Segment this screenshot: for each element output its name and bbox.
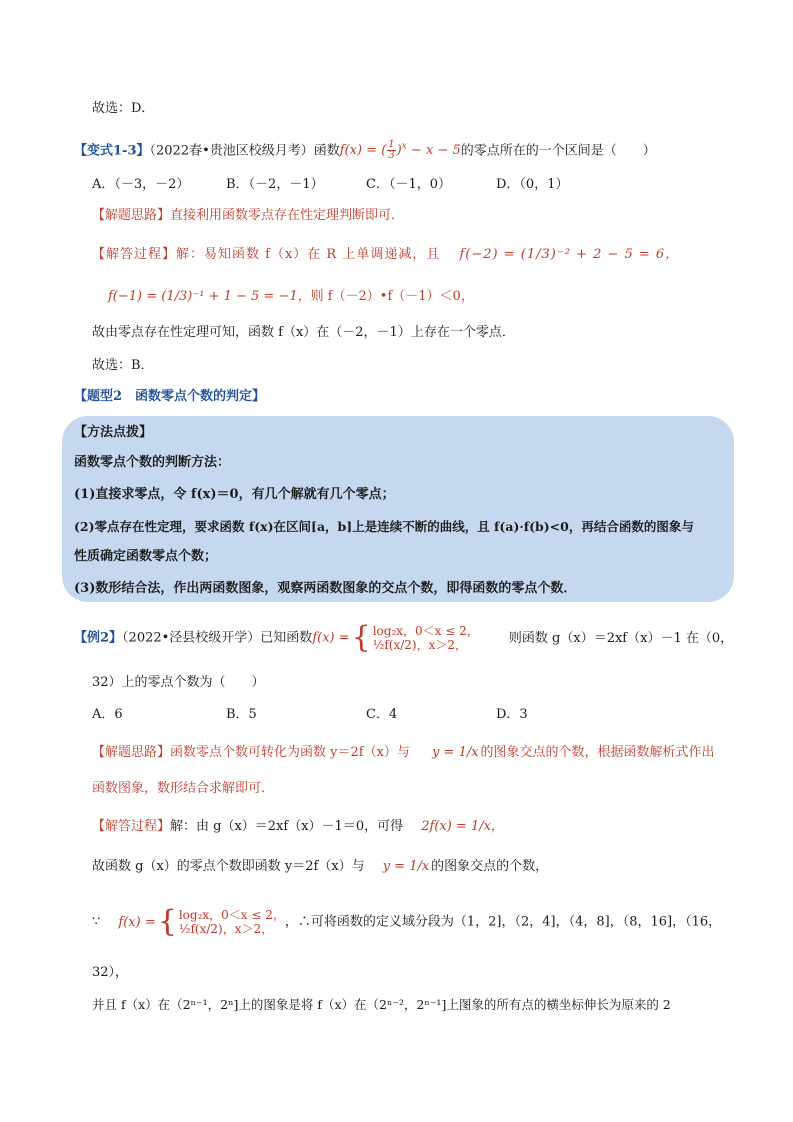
- example-2-stem-cont: 32）上的零点个数为（ ）: [92, 675, 265, 690]
- ex2-process-line-5: 并且 f（x）在（2ⁿ⁻¹，2ⁿ]上的图象是将 f（x）在（2ⁿ⁻²，2ⁿ⁻¹]上图象的所有点的横坐标伸长为原来的 2: [92, 997, 671, 1012]
- ex2-option-a: A．6: [92, 707, 123, 722]
- ex2-process-line-2: 故函数 g（x）的零点个数即函数 y＝2f（x）与 y = 1/x 的图象交点的个数，: [92, 859, 549, 874]
- ex2-process-tag: 【解答过程】: [92, 819, 171, 834]
- option-c: C．（－1，0）: [366, 177, 451, 192]
- f-minus-2-formula: f(−2) = (1/3)⁻² + 2 − 5 = 6，: [459, 247, 680, 262]
- ex2-option-d: D．3: [496, 707, 528, 722]
- ex2-idea-line-2: 函数图象，数形结合求解即可．: [92, 781, 275, 796]
- ex2-idea-line: 【解题思路】函数零点个数可转化为函数 y＝2f（x）与 y = 1/x 的图象交点的个数，根据函数解析式作出: [92, 745, 715, 760]
- idea-line: 【解题思路】直接利用函数零点存在性定理判断即可．: [92, 208, 405, 223]
- example-tag: 【例2】: [74, 630, 123, 646]
- option-a: A．（－3，－2）: [92, 177, 190, 192]
- topic-2-heading: 【题型2 函数零点个数的判定】: [74, 389, 266, 404]
- ex2-process-line-4: 32），: [92, 965, 129, 980]
- f-minus-1-formula: f(−1) = (1/3)⁻¹ + 1 − 5 = −1，: [108, 289, 311, 304]
- method-item-3: (3)数形结合法，作出两函数图象，观察两函数图象的交点个数，即得函数的零点个数．: [74, 581, 577, 596]
- ex2-process-line-1: 【解答过程】解：由 g（x）＝2xf（x）－1＝0，可得 2f(x) = 1/x，: [92, 819, 504, 834]
- process-line-2: f(−1) = (1/3)⁻¹ + 1 − 5 = −1，则 f（－2）•f（－1）＜0，: [108, 289, 474, 304]
- ex2-option-c: C．4: [366, 707, 398, 722]
- process-tag: 【解答过程】: [92, 247, 177, 262]
- method-subtitle: 函数零点个数的判断方法：: [74, 455, 231, 470]
- piecewise-definition: log₂x，0＜x ≤ 2， ½f(x/2)，x＞2，: [372, 624, 479, 652]
- process-line-1: 【解答过程】解：易知函数 f（x）在 R 上单调递减，且 f(−2) = (1/3)⁻² + 2 − 5 = 6，: [92, 247, 680, 262]
- method-item-2a: (2)零点存在性定理，要求函数 f(x)在区间[a，b]上是连续不断的曲线，且 f(a)·f(b)<0，再结合函数的图象与: [74, 519, 694, 534]
- answer-b-line: 故选：B．: [92, 358, 154, 373]
- option-d: D．（0，1）: [496, 177, 569, 192]
- conclusion-line: 故由零点存在性定理可知，函数 f（x）在（－2，－1）上存在一个零点．: [92, 325, 515, 340]
- answer-d-line: 故选：D．: [92, 101, 155, 116]
- ex2-idea-tag: 【解题思路】: [92, 745, 171, 760]
- option-b: B．（－2，－1）: [226, 177, 324, 192]
- method-item-2b: 性质确定函数零点个数；: [74, 549, 218, 564]
- variant-tag: 【变式1-3】: [74, 143, 150, 159]
- method-box: [62, 416, 734, 602]
- variant-1-3-stem: 【变式1-3】（2022春•贵池区校级月考）函数f(x) = ( $\frac{1}{3}$ )$^x$ − x − 5的零点所在的一个区间是（ ）: [74, 139, 656, 162]
- function-formula: f(x) = ( $\frac{1}{3}$ )$^x$ − x − 5: [339, 139, 461, 162]
- ex2-process-line-3: ∵ f(x) ={ log₂x，0＜x ≤ 2， ½f(x/2)，x＞2， ，∴可将函数的定义域分段为（1，2]，（2，4]，（4，8]，（8，16]，（16，: [92, 904, 722, 939]
- piecewise-definition-2: log₂x，0＜x ≤ 2， ½f(x/2)，x＞2，: [178, 908, 285, 936]
- ex2-option-b: B．5: [226, 707, 257, 722]
- method-title: 【方法点拨】: [74, 425, 153, 440]
- method-item-1: (1)直接求零点，令 f(x)＝0，有几个解就有几个零点；: [74, 487, 395, 502]
- idea-tag: 【解题思路】: [92, 208, 171, 223]
- example-2-stem: 【例2】（2022•泾县校级开学）已知函数f(x) ={ log₂x，0＜x ≤ 2， ½f(x/2)，x＞2， 则函数 g（x）＝2xf（x）－1 在（0，: [74, 620, 734, 655]
